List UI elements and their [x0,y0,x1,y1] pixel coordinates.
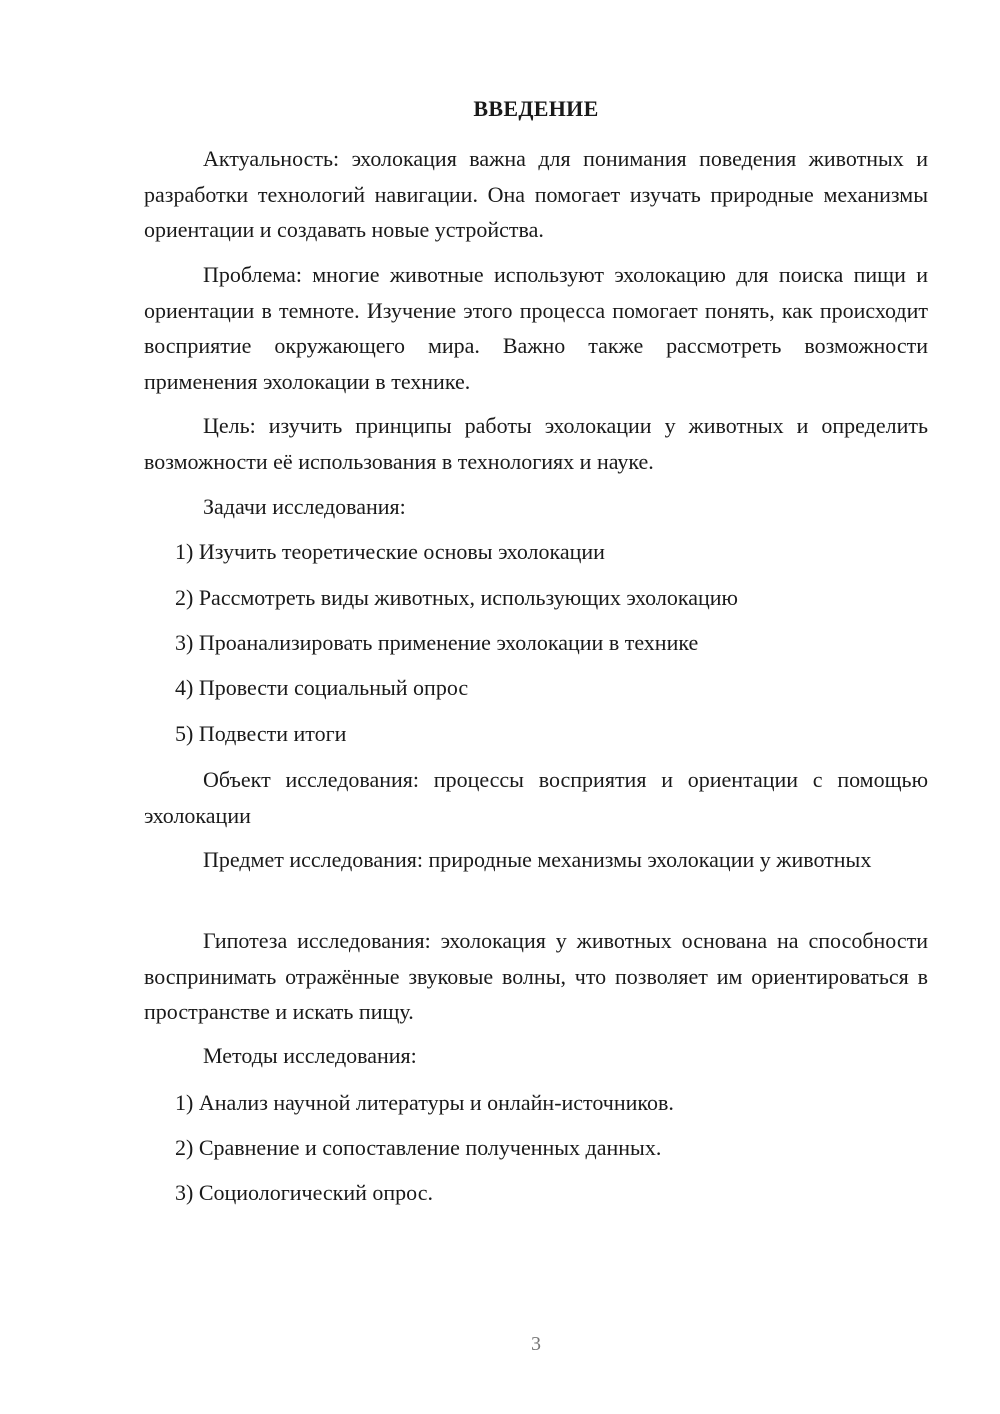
tasks-heading: Задачи исследования: [203,494,406,519]
problem-paragraph: Проблема: многие животные используют эхолокацию для поиска пищи и ориентации в темноте. Изучение этого процесса помогает понять, как происходит восприятие окружающего мира. Важно также рассмотреть возможности применения эхолокации в технике. [144,262,928,394]
task-item: 3) Проанализировать применение эхолокации в технике [175,630,699,655]
goal-paragraph: Цель: изучить принципы работы эхолокации у животных и определить возможности её использования в технологиях и науке. [144,413,928,474]
method-item: 2) Сравнение и сопоставление полученных данных. [175,1135,662,1160]
subject-paragraph: Предмет исследования: природные механизмы эхолокации у животных [203,847,872,872]
method-item: 1) Анализ научной литературы и онлайн-источников. [175,1090,674,1115]
page-number: 3 [531,1333,541,1355]
task-item: 4) Провести социальный опрос [175,675,469,700]
method-item: 3) Социологический опрос. [175,1180,433,1205]
relevance-paragraph: Актуальность: эхолокация важна для понимания поведения животных и разработки технологий навигации. Она помогает изучать природные механизмы ориентации и создавать новые устройства. [144,146,928,242]
task-item: 2) Рассмотреть виды животных, использующих эхолокацию [175,585,738,610]
hypothesis-paragraph: Гипотеза исследования: эхолокация у животных основана на способности воспринимать отражённые звуковые волны, что позволяет им ориентироваться в пространстве и искать пищу. [144,928,928,1024]
object-paragraph: Объект исследования: процессы восприятия и ориентации с помощью эхолокации [144,767,928,828]
page-title: ВВЕДЕНИЕ [473,96,599,121]
task-item: 5) Подвести итоги [175,721,347,746]
task-item: 1) Изучить теоретические основы эхолокации [175,539,605,564]
methods-heading: Методы исследования: [203,1043,417,1068]
